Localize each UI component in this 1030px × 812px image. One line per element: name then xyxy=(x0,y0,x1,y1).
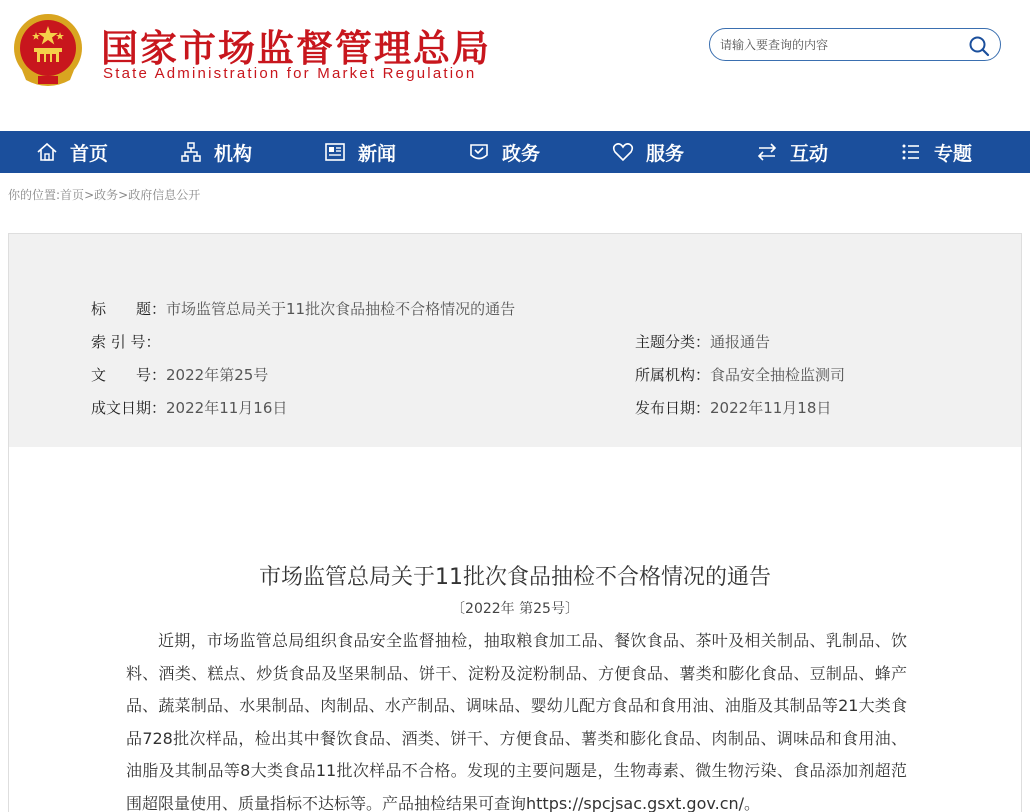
list-icon xyxy=(900,141,922,163)
meta-created-date xyxy=(91,397,287,418)
nav-label: 互动 xyxy=(789,142,828,165)
main-nav xyxy=(0,131,1030,173)
site-header xyxy=(0,0,1030,131)
nav-item-service[interactable] xyxy=(576,131,720,173)
search-box xyxy=(709,28,1001,61)
breadcrumb-home[interactable]: 首页 xyxy=(60,188,85,202)
meta-category-label: 主题分类： xyxy=(635,333,711,351)
meta-doc-value: 2022年第25号 xyxy=(166,366,269,384)
meta-org-label: 所属机构： xyxy=(635,366,711,384)
meta-published-date xyxy=(635,397,831,418)
org-chart-icon xyxy=(180,141,202,163)
nav-item-news[interactable] xyxy=(288,131,432,173)
meta-doc-label: 文 号： xyxy=(91,366,167,384)
breadcrumb xyxy=(8,186,200,203)
nav-item-government[interactable] xyxy=(432,131,576,173)
breadcrumb-government[interactable]: 政务 xyxy=(94,188,119,202)
meta-published-value: 2022年11月18日 xyxy=(710,399,832,417)
breadcrumb-separator: > xyxy=(84,188,95,202)
nav-label: 新闻 xyxy=(357,142,396,165)
meta-org-value: 食品安全抽检监测司 xyxy=(710,366,846,384)
meta-title-label: 标 题： xyxy=(91,300,167,318)
document-body: 近期，市场监管总局组织食品安全监督抽检，抽取粮食加工品、餐饮食品、茶叶及相关制品、乳制品、饮料、酒类、糕点、炒货食品及坚果制品、饼干、淀粉及淀粉制品、方便食品、薯类和膨化食品、豆制品、蜂产品、蔬菜制品、水果制品、肉制品、水产制品、调味品、婴幼儿配方食品和食用油、油脂及其制品等21大类食品728批次样品，检出其中餐饮食品、酒类、饼干、方便食品、薯类和膨化食品、肉制品、调味品和食用油、油脂及其制品等8大类食品11批次样品不合格。发现的主要问题是，生物毒素、微生物污染、食品添加剂超范围超限量使用、质量指标不达标等。产品抽检结果可查询https://spcjsac.gsxt.gov.cn/。 xyxy=(126,631,907,812)
meta-created-value: 2022年11月16日 xyxy=(166,399,288,417)
document-title: 市场监管总局关于11批次食品抽检不合格情况的通告 xyxy=(259,565,771,590)
search-icon[interactable] xyxy=(968,35,990,57)
nav-label: 政务 xyxy=(501,142,540,165)
breadcrumb-separator: > xyxy=(118,188,129,202)
heart-icon xyxy=(612,141,634,163)
nav-label: 专题 xyxy=(933,142,972,165)
meta-doc-number xyxy=(91,364,268,385)
meta-category-value: 通报通告 xyxy=(710,333,771,351)
home-icon xyxy=(36,141,58,163)
breadcrumb-info-disclosure[interactable]: 政府信息公开 xyxy=(128,188,201,202)
meta-org xyxy=(635,364,845,385)
meta-title xyxy=(91,298,515,319)
document-number: 〔2022年 第25号〕 xyxy=(451,601,579,617)
nav-label: 服务 xyxy=(645,142,684,165)
national-emblem-icon[interactable] xyxy=(12,12,84,88)
meta-index xyxy=(91,331,161,352)
news-icon xyxy=(324,141,346,163)
search-input[interactable] xyxy=(720,34,960,56)
nav-item-topics[interactable] xyxy=(864,131,1008,173)
meta-index-label: 索 引 号： xyxy=(91,333,161,351)
nav-item-home[interactable] xyxy=(0,131,144,173)
nav-label: 首页 xyxy=(69,142,108,165)
exchange-icon xyxy=(756,141,778,163)
meta-published-label: 发布日期： xyxy=(635,399,711,417)
site-title-cn: 国家市场监督管理总局 xyxy=(101,27,491,70)
government-icon xyxy=(468,141,490,163)
breadcrumb-prefix: 你的位置: xyxy=(8,188,61,202)
meta-category xyxy=(635,331,770,352)
meta-title-value: 市场监管总局关于11批次食品抽检不合格情况的通告 xyxy=(166,300,516,318)
nav-item-interact[interactable] xyxy=(720,131,864,173)
nav-label: 机构 xyxy=(213,142,252,165)
meta-created-label: 成文日期： xyxy=(91,399,167,417)
nav-item-org[interactable] xyxy=(144,131,288,173)
site-title-en: State Administration for Market Regulation xyxy=(103,65,477,82)
